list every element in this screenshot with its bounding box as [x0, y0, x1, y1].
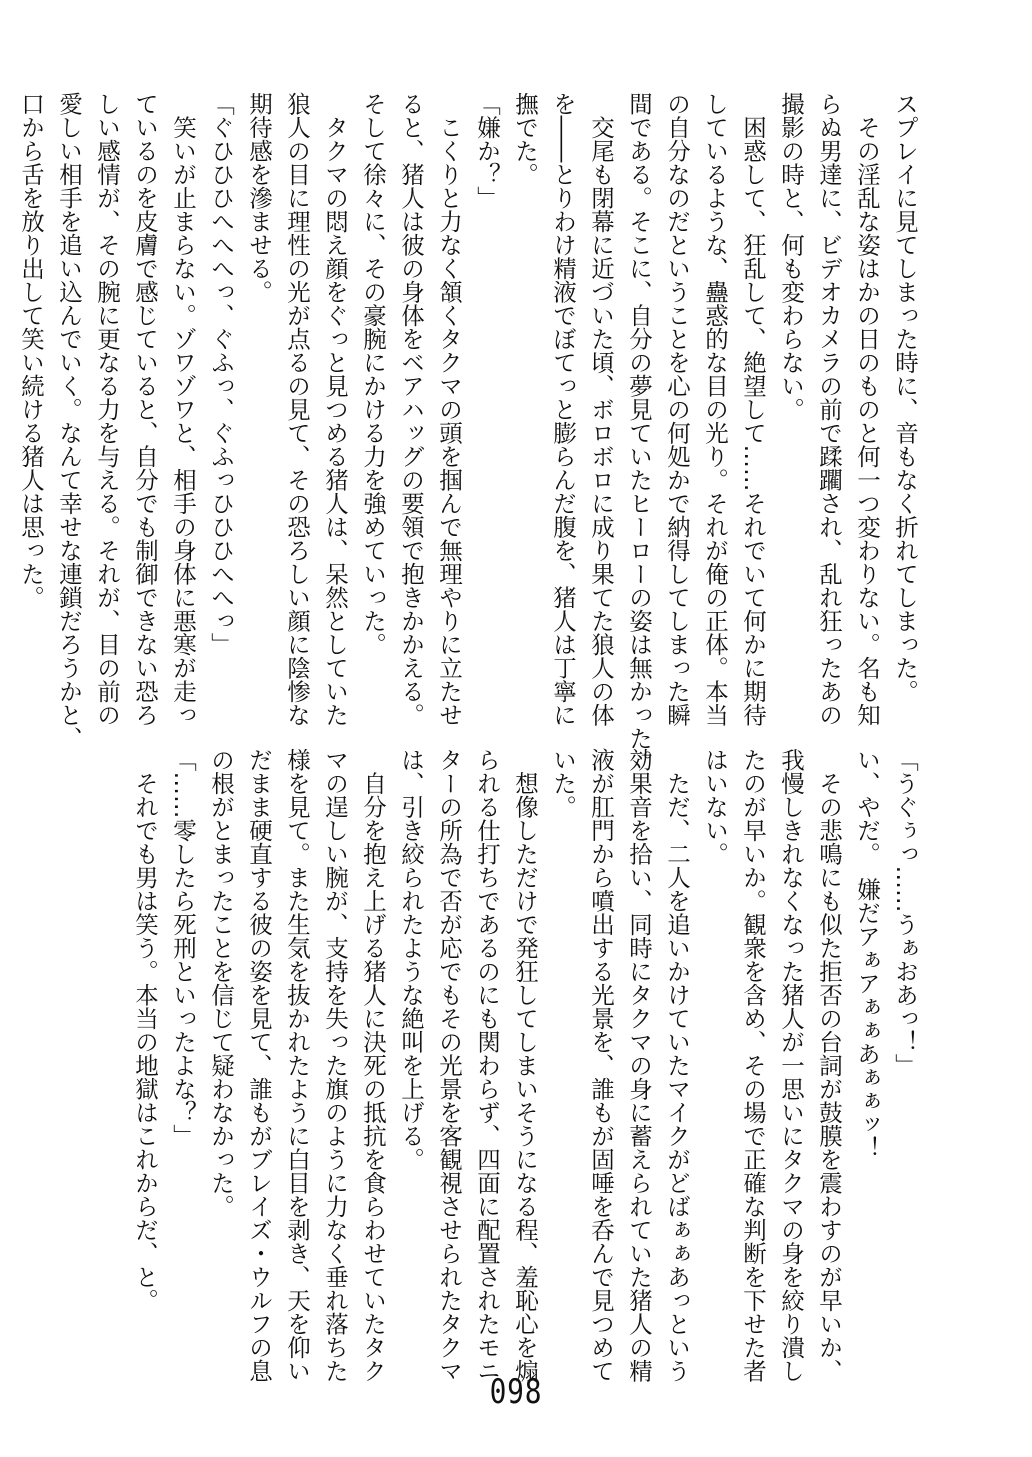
text-line: いた。	[549, 748, 577, 819]
text-line: だまま硬直する彼の姿を見て、誰もがブレイズ・ウルフの息	[245, 748, 273, 1383]
text-line: ターの所為で否が応でもその光景を客観視させられたタクマ	[435, 748, 463, 1383]
text-line: 口から舌を放り出して笑い続ける猪人は思った。	[17, 92, 45, 609]
text-line: の根がとまったことを信じて疑わなかった。	[207, 748, 235, 1218]
text-line: 様を見て。また生気を抜かれたように白目を剥き、天を仰い	[283, 748, 311, 1383]
text-line: たのが早いか。観衆を含め、その場で正確な判断を下せた者	[739, 748, 767, 1383]
text-line: は、引き絞られたような絶叫を上げる。	[397, 748, 425, 1171]
text-line: 「うぐぅっ……うぁおあっ！」	[891, 748, 919, 1077]
text-line: 効果音を拾い、同時にタクマの身に蓄えられていた猪人の精	[625, 748, 653, 1383]
text-line: マの逞しい腕が、支持を失った旗のように力なく垂れ落ちた	[321, 748, 349, 1383]
text-line: 「嫌か？」	[473, 92, 501, 210]
text-line: を――とりわけ精液でぼてっと膨らんだ腹を、猪人は丁寧に	[549, 92, 577, 727]
text-line: はいない。	[701, 748, 729, 866]
page-number: 098	[489, 1372, 543, 1412]
text-line: らぬ男達に、ビデオカメラの前で蹂躙され、乱れ狂ったあの	[815, 92, 843, 727]
text-line: しい感情が、その腕に更なる力を与える。それが、目の前の	[93, 92, 121, 727]
text-line: 困惑して、狂乱して、絶望して……それでいて何かに期待	[739, 92, 767, 727]
text-line: の自分なのだということを心の何処かで納得してしまった瞬	[663, 92, 691, 727]
text-line: 間である。そこに、自分の夢見ていたヒーローの姿は無かった。	[625, 92, 653, 774]
text-line: ているのを皮膚で感じていると、自分でも制御できない恐ろ	[131, 92, 159, 727]
text-line: 「ぐひひひへへへっ、ぐふっ、ぐふっひひひへへっ」	[207, 92, 235, 656]
text-line: スプレイに見てしまった時に、音もなく折れてしまった。	[891, 92, 919, 703]
text-line: 撮影の時と、何も変わらない。	[777, 92, 805, 421]
text-line: その悲鳴にも似た拒否の台詞が鼓膜を震わすのが早いか、	[815, 748, 843, 1383]
text-line: その淫乱な姿はかの日のものと何一つ変わりない。名も知	[853, 92, 881, 727]
text-line: い、やだ。 嫌だアぁアぁぁあぁぁッ！	[853, 748, 881, 1160]
text-line: 想像しただけで発狂してしまいそうになる程、羞恥心を煽	[511, 748, 539, 1383]
text-line: 交尾も閉幕に近づいた頃、ボロボロに成り果てた狼人の体	[587, 92, 615, 727]
text-line: られる仕打ちであるのにも関わらず、四面に配置されたモニ	[473, 748, 501, 1383]
text-line: 撫でた。	[511, 92, 539, 186]
text-line: 狼人の目に理性の光が点るの見て、その恐ろしい顔に陰惨な	[283, 92, 311, 727]
text-line: 「……零したら死刑といったよな？」	[169, 748, 197, 1148]
text-line: ただ、二人を追いかけていたマイクがどばぁぁあっという	[663, 748, 691, 1383]
text-line: 液が肛門から噴出する光景を、誰もが固唾を呑んで見つめて	[587, 748, 615, 1383]
text-line: こくりと力なく頷くタクマの頭を掴んで無理やりに立たせ	[435, 92, 463, 727]
text-line: 笑いが止まらない。ゾワゾワと、相手の身体に悪寒が走っ	[169, 92, 197, 727]
text-line: そして徐々に、その豪腕にかける力を強めていった。	[359, 92, 387, 656]
text-line: 期待感を滲ませる。	[245, 92, 273, 304]
text-line: 愛しい相手を追い込んでいく。なんて幸せな連鎖だろうかと、	[55, 92, 83, 750]
text-line: それでも男は笑う。本当の地獄はこれからだ、と。	[131, 748, 159, 1312]
text-line: 自分を抱え上げる猪人に決死の抵抗を食らわせていたタク	[359, 748, 387, 1383]
text-line: しているような、蠱惑的な目の光り。それが俺の正体。本当	[701, 92, 729, 727]
text-block-lower	[124, 748, 924, 1383]
text-line: 我慢しきれなくなった猪人が一思いにタクマの身を絞り潰し	[777, 748, 805, 1383]
text-line: ると、猪人は彼の身体をベアハッグの要領で抱きかかえる。	[397, 92, 425, 727]
text-line: タクマの悶え顔をぐっと見つめる猪人は、呆然としていた	[321, 92, 349, 727]
text-block-upper	[17, 92, 924, 774]
